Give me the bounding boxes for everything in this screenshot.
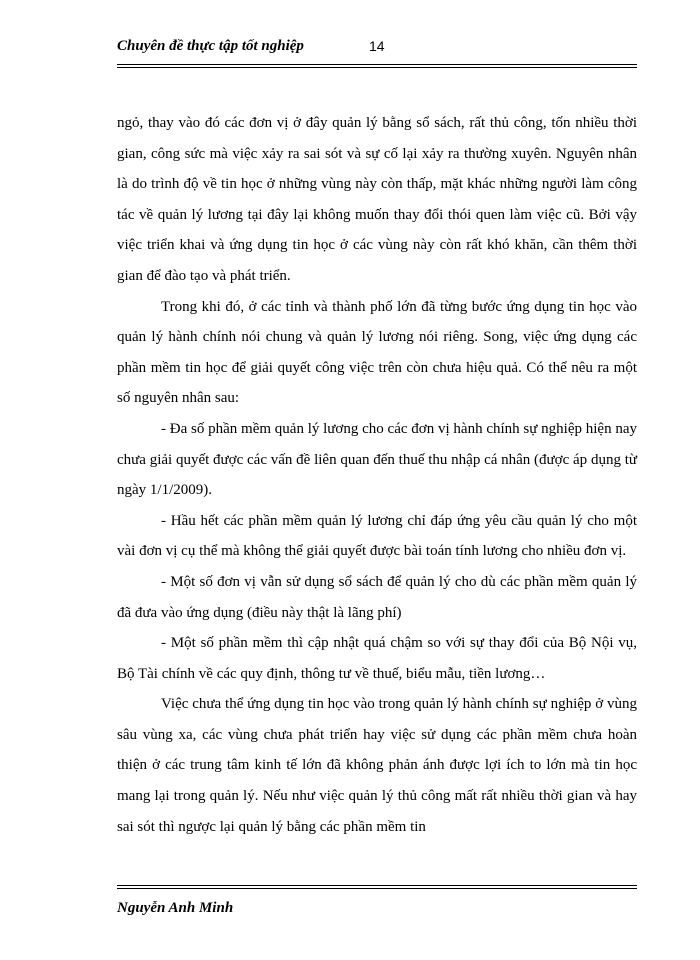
list-item: - Hầu hết các phần mềm quản lý lương chỉ đáp ứng yêu cầu quản lý cho một vài đơn vị cụ thể mà không thể giải quyết được bài toán tính lương cho nhiều đơn vị. [117,512,637,560]
footer-rule-bottom [117,888,637,889]
paragraph-continuation: ngỏ, thay vào đó các đơn vị ở đây quản lý bằng sổ sách, rất thủ công, tốn nhiều thời gian, công sức mà việc xảy ra sai sót và sự cố lại xảy ra thường xuyên. Nguyên nhân là do trình độ về tin học ở những vùng này còn thấp, mặt khác những người làm công tác về quản lý lương tại đây lại không muốn thay đổi thói quen làm việc cũ. Bởi vậy việc triển khai và ứng dụng tin học ở các vùng này còn rất khó khăn, cần thêm thời gian để đào tạo và phát triển. [117,115,637,284]
list-item: - Đa số phần mềm quản lý lương cho các đơn vị hành chính sự nghiệp hiện nay chưa giải quyết được các vấn đề liên quan đến thuế thu nhập cá nhân (được áp dụng từ ngày 1/1/2009). [117,420,637,499]
footer-rule-top [117,885,637,886]
paragraph: Trong khi đó, ở các tỉnh và thành phố lớn đã từng bước ứng dụng tin học vào quản lý hành chính nói chung và quản lý lương nói riêng. Song, việc ứng dụng các phần mềm tin học để giải quyết công việc trên còn chưa hiệu quả. Có thể nêu ra một số nguyên nhân sau: [117,298,637,407]
header-title: Chuyên đề thực tập tốt nghiệp [117,38,304,54]
list-item: - Một số phần mềm thì cập nhật quá chậm so với sự thay đổi của Bộ Nội vụ, Bộ Tài chính về các quy định, thông tư về thuế, biểu mẫu, tiền lương… [117,635,637,682]
body-text [117,108,637,842]
footer-author: Nguyễn Anh Minh [117,900,234,916]
page-number: 14 [369,38,385,54]
list-item: - Một số đơn vị vẫn sử dụng sổ sách để quản lý cho dù các phần mềm quản lý đã đưa vào ứng dụng (điều này thật là lãng phí) [117,573,637,621]
header-rule-bottom [117,67,637,68]
paragraph: Việc chưa thể ứng dụng tin học vào trong quản lý hành chính sự nghiệp ở vùng sâu vùng xa, các vùng chưa phát triển hay việc sử dụng các phần mềm chưa hoàn thiện ở các trung tâm kinh tế lớn đã không phản ánh được lợi ích to lớn mà tin học mang lại trong quản lý. Nếu như việc quản lý thủ công mất rất nhiều thời gian và hay sai sót thì ngược lại quản lý bằng các phần mềm tin [117,696,637,835]
header-rule-top [117,64,637,65]
